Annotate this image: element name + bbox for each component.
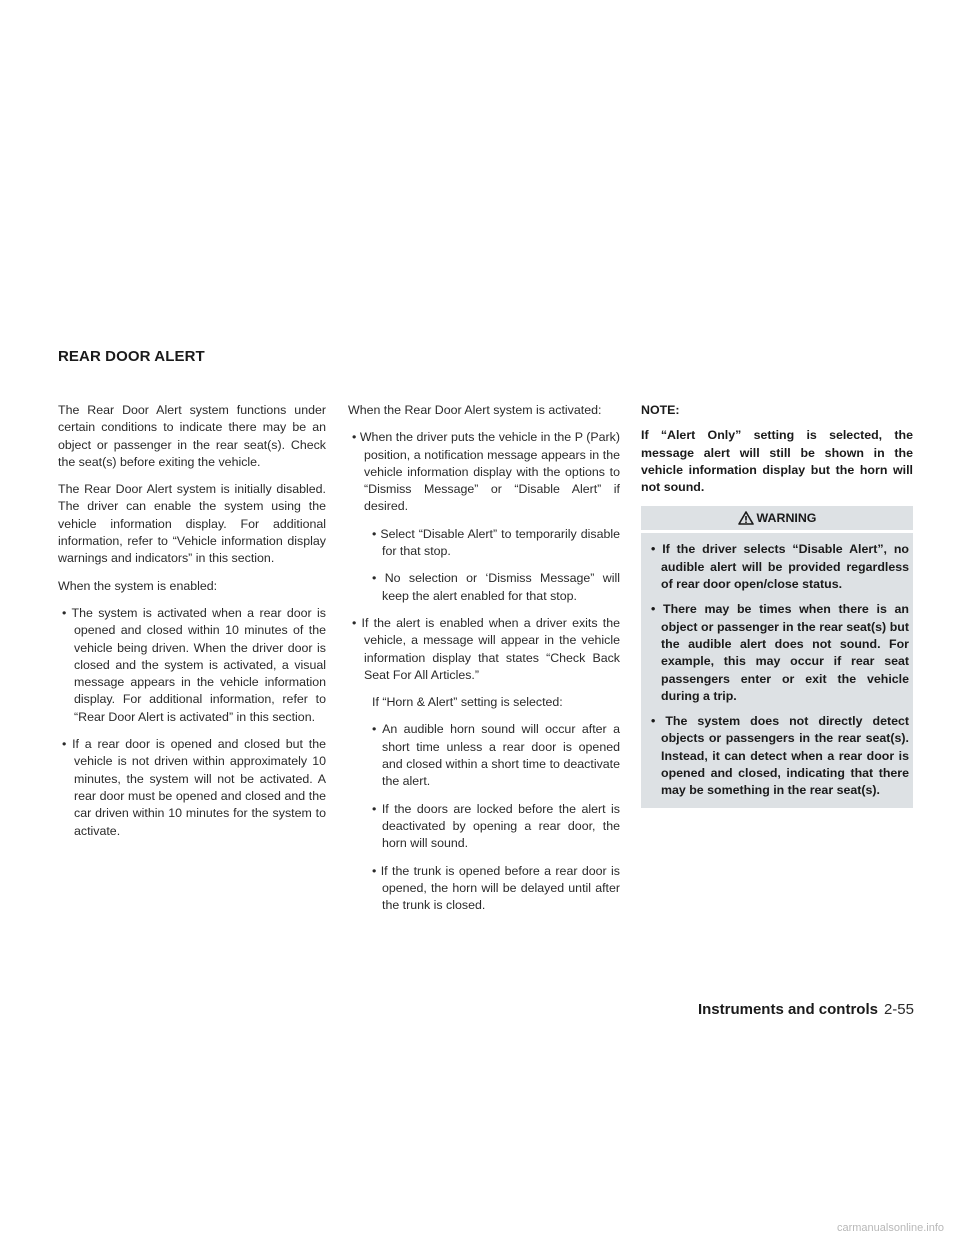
page-number: 2-55 [883, 1001, 914, 1018]
sub-bullet-item: • If the trunk is opened before a rear door is opened, the horn will be delayed until after the trunk is closed. [372, 863, 620, 913]
sub-bullet-item: • No selection or ‘Dismiss Message” will keep the alert enabled for that stop. [372, 571, 620, 603]
bullet-item: • When the driver puts the vehicle in the P (Park) position, a notification message appears in the vehicle information display with the options to “Dismiss Message” or “Disable Alert” if desired. [352, 430, 620, 514]
note-text: If “Alert Only” setting is selected, the message alert will still be shown in the vehicle information display but the horn will not sound. [641, 428, 913, 495]
paragraph: When the Rear Door Alert system is activated: [348, 403, 602, 417]
bullet-item: • If a rear door is opened and closed but the vehicle is not driven within approximately 10 minutes, the system will not be activated. A rear door must be opened and closed and the car driven within 10 minutes for the system to activate. [62, 737, 326, 838]
paragraph: The Rear Door Alert system is initially disabled. The driver can enable the system using the vehicle information display. For additional information, refer to “Vehicle information display warnings and indicators” in this section. [58, 482, 326, 566]
bullet-item: • If the alert is enabled when a driver exits the vehicle, a message will appear in the vehicle information display that states “Check Back Seat For All Articles.” [352, 615, 620, 682]
warning-item: • There may be times when there is an object or passenger in the rear seat(s) but the audible alert does not sound. For example, this may occur if rear seat passengers enter or exit the vehicle during a trip. [651, 602, 909, 703]
paragraph: The Rear Door Alert system functions under certain conditions to indicate there may be an object or passenger in the rear seat(s). Check the seat(s) before exiting the vehicle. [58, 403, 326, 469]
warning-item: • If the driver selects “Disable Alert”, no audible alert will be provided regardless of rear door open/close status. [651, 542, 909, 592]
sub-heading: If “Horn & Alert” setting is selected: [372, 695, 563, 710]
page-footer [698, 1001, 914, 1018]
footer-section-title: Instruments and controls [697, 1001, 878, 1018]
warning-header [641, 506, 913, 530]
warning-label: WARNING [756, 510, 817, 525]
paragraph: When the system is enabled: [58, 578, 218, 593]
warning-box [641, 533, 913, 807]
warning-triangle-icon [738, 511, 754, 525]
sub-bullet-item: • An audible horn sound will occur after a short time unless a rear door is opened and closed within a short time to deactivate the alert. [372, 722, 620, 789]
bullet-item: • The system is activated when a rear door is opened and closed within 10 minutes of the vehicle being driven. When the driver door is closed and the system is activated, a visual message appears in the vehicle information display. For additional information, refer to “Rear Door Alert is activated” in this section. [62, 605, 326, 724]
column-3 [641, 402, 913, 808]
sub-bullet-item: • If the doors are locked before the alert is deactivated by opening a rear door, the horn will sound. [372, 801, 620, 851]
note-label: NOTE: [641, 403, 680, 417]
column-2 [348, 402, 620, 924]
section-title: REAR DOOR ALERT [58, 348, 205, 365]
warning-item: • The system does not directly detect objects or passengers in the rear seat(s). Instead, it can detect when a rear door is opened and closed, indicating that there may be something in the rear seat(s). [651, 714, 909, 798]
column-1 [58, 402, 326, 850]
watermark: carmanualsonline.info [836, 1222, 944, 1234]
sub-bullet-item: • Select “Disable Alert” to temporarily disable for that stop. [372, 526, 620, 559]
